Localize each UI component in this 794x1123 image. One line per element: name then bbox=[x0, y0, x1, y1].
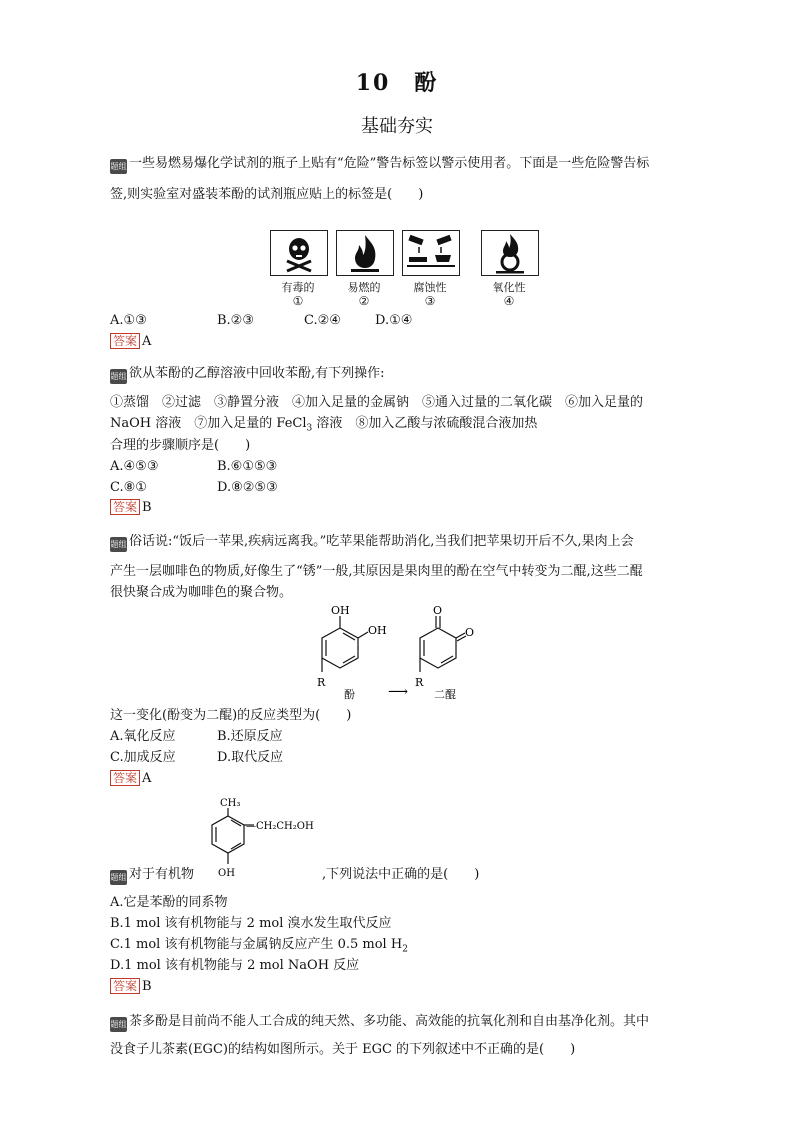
flame-over-circle-icon bbox=[482, 231, 538, 275]
hazard-caption-4: 氧化性 bbox=[492, 281, 526, 294]
q4-answer-value: B bbox=[142, 979, 152, 994]
q2-stem-line1 bbox=[110, 365, 385, 384]
quinone-label: 二醌 bbox=[434, 688, 456, 701]
hazard-label-oxidizing bbox=[481, 230, 539, 276]
hazard-label-flammable bbox=[336, 230, 394, 276]
q2-subscript: 3 bbox=[306, 423, 313, 434]
hazard-caption-2: 易燃的 bbox=[347, 281, 381, 294]
q3-answer bbox=[110, 770, 151, 788]
hazard-number-3: ③ bbox=[424, 294, 436, 308]
q4-option-c-subscript: 2 bbox=[402, 944, 408, 955]
q4-option-b[interactable]: B.1 mol 该有机物能与 2 mol 溴水发生取代反应 bbox=[110, 916, 392, 931]
q2-stem-line3 bbox=[110, 415, 537, 438]
q4-text-a: 对于有机物 bbox=[129, 867, 195, 882]
q2-text-1: 欲从苯酚的乙醇溶液中回收苯酚,有下列操作: bbox=[129, 366, 385, 381]
q1-option-a[interactable]: A.①③ bbox=[110, 313, 147, 328]
side-chain: —CH₂CH₂OH bbox=[246, 821, 314, 832]
quinone-o-side: O bbox=[465, 626, 475, 639]
phenol-oh-side: OH bbox=[368, 624, 387, 637]
flame-icon bbox=[337, 231, 393, 275]
q2-stem-line2: ①蒸馏 ②过滤 ③静置分液 ④加入足量的金属钠 ⑤通入过量的二氧化碳 ⑥加入足量的 bbox=[110, 395, 644, 410]
reaction-arrow: ⟶ bbox=[388, 684, 409, 700]
question-badge: 题组 bbox=[110, 870, 127, 885]
q4-text-b: ,下列说法中正确的是( ) bbox=[322, 867, 480, 882]
question-badge: 题组 bbox=[110, 369, 127, 384]
q1-text-1: 一些易燃易爆化学试剂的瓶子上贴有“危险”警告标签以警示使用者。下面是一些危险警告标 bbox=[129, 156, 650, 171]
answer-tag: 答案 bbox=[110, 770, 140, 786]
q2-option-a[interactable]: A.④⑤③ bbox=[110, 459, 159, 474]
q2-options-row1 bbox=[110, 458, 277, 476]
hazard-caption-3: 腐蚀性 bbox=[413, 281, 447, 294]
hazard-caption-1: 有毒的 bbox=[281, 281, 315, 294]
answer-tag: 答案 bbox=[110, 978, 140, 994]
q5-stem-line2: 没食子儿茶素(EGC)的结构如图所示。关于 EGC 的下列叙述中不正确的是( ) bbox=[110, 1042, 576, 1057]
q2-stem-line4: 合理的步骤顺序是( ) bbox=[110, 438, 251, 453]
q4-option-c-text: C.1 mol 该有机物能与金属钠反应产生 0.5 mol H bbox=[110, 937, 403, 952]
q5-stem-line1 bbox=[110, 1013, 649, 1032]
q3-option-d[interactable]: D.取代反应 bbox=[217, 750, 284, 765]
hazard-label-toxic bbox=[270, 230, 328, 276]
q2-option-c[interactable]: C.⑧① bbox=[110, 480, 147, 495]
quinone-o-top: O bbox=[433, 604, 443, 617]
q2-option-d[interactable]: D.⑧②⑤③ bbox=[217, 480, 278, 495]
q1-option-d[interactable]: D.①④ bbox=[375, 313, 413, 328]
q1-stem-line1 bbox=[110, 155, 649, 174]
q2-answer-value: B bbox=[142, 500, 152, 515]
q1-answer bbox=[110, 333, 151, 351]
q3-option-c[interactable]: C.加成反应 bbox=[110, 750, 176, 765]
q1-options bbox=[110, 312, 412, 330]
q1-option-c[interactable]: C.②④ bbox=[304, 313, 341, 328]
q4-option-a[interactable]: A.它是苯酚的同系物 bbox=[110, 895, 228, 910]
q5-text-1: 茶多酚是目前尚不能人工合成的纯天然、多功能、高效能的抗氧化剂和自由基净化剂。其中 bbox=[129, 1014, 650, 1029]
ch3-group: CH₃ bbox=[220, 798, 241, 809]
q3-stem-line4: 这一变化(酚变为二醌)的反应类型为( ) bbox=[110, 708, 352, 723]
q3-options-row2 bbox=[110, 749, 283, 767]
q2-option-b[interactable]: B.⑥①⑤③ bbox=[217, 459, 278, 474]
phenol-r: R bbox=[317, 676, 326, 689]
phenol-label: 酚 bbox=[344, 688, 355, 701]
q4-stem bbox=[110, 866, 479, 885]
q1-answer-value: A bbox=[142, 334, 152, 349]
question-badge: 题组 bbox=[110, 537, 127, 552]
q1-stem-line2: 签,则实验室对盛装苯酚的试剂瓶应贴上的标签是( ) bbox=[110, 187, 424, 202]
q3-stem-line3: 很快聚合成为咖啡色的聚合物。 bbox=[110, 585, 293, 600]
q3-option-a[interactable]: A.氧化反应 bbox=[110, 729, 176, 744]
q1-option-b[interactable]: B.②③ bbox=[217, 313, 254, 328]
phenol-oh-top: OH bbox=[331, 604, 350, 617]
question-badge: 题组 bbox=[110, 1017, 127, 1032]
q2-text-3b: 溶液 ⑧加入乙酸与浓硫酸混合液加热 bbox=[312, 416, 538, 431]
q4-option-d[interactable]: D.1 mol 该有机物能与 2 mol NaOH 反应 bbox=[110, 958, 360, 973]
q4-option-c[interactable] bbox=[110, 936, 408, 959]
q3-option-b[interactable]: B.还原反应 bbox=[217, 729, 283, 744]
q2-text-3a: NaOH 溶液 ⑦加入足量的 FeCl bbox=[110, 416, 307, 431]
hazard-number-2: ② bbox=[358, 294, 370, 308]
q3-options-row1 bbox=[110, 728, 283, 746]
answer-tag: 答案 bbox=[110, 333, 140, 349]
question-badge: 题组 bbox=[110, 159, 127, 174]
q3-text-1: 俗话说:“饭后一苹果,疾病远离我。”吃苹果能帮助消化,当我们把苹果切开后不久,果肉上会 bbox=[129, 534, 634, 549]
skull-crossbones-icon bbox=[271, 231, 327, 275]
hazard-label-corrosive bbox=[402, 230, 460, 276]
q3-stem-line2: 产生一层咖啡色的物质,好像生了“锈”一般,其原因是果肉里的酚在空气中转变为二醌,这些二醌 bbox=[110, 564, 643, 579]
answer-tag: 答案 bbox=[110, 499, 140, 515]
hazard-number-4: ④ bbox=[503, 294, 515, 308]
phenol-to-quinone-diagram bbox=[300, 600, 500, 705]
corrosion-icon bbox=[403, 231, 459, 275]
hazard-number-1: ① bbox=[292, 294, 304, 308]
q2-answer bbox=[110, 499, 152, 517]
page-title: 10 酚 bbox=[355, 70, 439, 96]
q2-options-row2 bbox=[110, 479, 278, 497]
q3-answer-value: A bbox=[142, 771, 152, 786]
q3-stem-line1 bbox=[110, 533, 634, 552]
section-subtitle: 基础夯实 bbox=[361, 116, 433, 137]
quinone-r: R bbox=[415, 676, 424, 689]
hydroxyl-group: OH bbox=[218, 868, 235, 879]
q4-answer bbox=[110, 978, 152, 996]
